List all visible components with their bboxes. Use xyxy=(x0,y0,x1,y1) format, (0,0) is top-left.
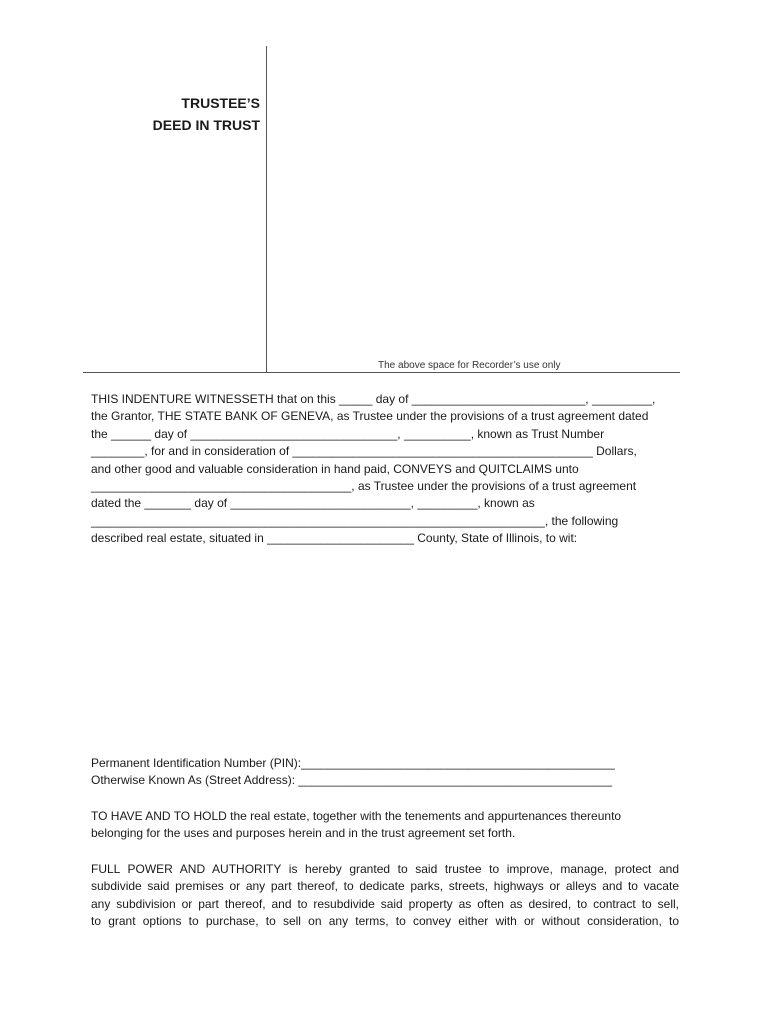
powers-line: to grant options to purchase, to sell on any terms, to convey either with or without consideration, to xyxy=(91,914,679,929)
indenture-line: described real estate, situated in ______________________ County, State of Illinois, to wit: xyxy=(91,531,578,546)
indenture-line: _______________________________________, as Trustee under the provisions of a trust agreement xyxy=(91,479,637,493)
indenture-line: dated the _______ day of ___________________________, _________, known as xyxy=(91,496,535,511)
powers-line: subdivide said premises or any part thereof, to dedicate parks, streets, highways or alleys and to vacate xyxy=(91,879,679,894)
recorder-box-bottom-rule xyxy=(83,372,680,373)
indenture-line: the ______ day of _______________________________, __________, known as Trust Number xyxy=(91,426,605,441)
powers-line: any subdivision or part thereof, and to resubdivide said property as often as desired, to contract to sell, xyxy=(91,896,679,911)
indenture-line: and other good and valuable consideration in hand paid, CONVEYS and QUITCLAIMS unto xyxy=(91,461,579,476)
habendum-line: TO HAVE AND TO HOLD the real estate, together with the tenements and appurtenances thereunto xyxy=(91,809,622,823)
indenture-line: ____________________________________________________________________, the following xyxy=(91,513,619,528)
habendum-line: belonging for the uses and purposes herein and in the trust agreement set forth. xyxy=(91,826,516,841)
indenture-line: ________, for and in consideration of _____________________________________________ Dollars, xyxy=(91,444,637,459)
document-title-line1: TRUSTEE’S xyxy=(181,95,260,111)
pin-line: Permanent Identification Number (PIN):_______________________________________________ xyxy=(91,756,615,770)
indenture-line: the Grantor, THE STATE BANK OF GENEVA, as Trustee under the provisions of a trust agreement dated xyxy=(91,409,649,424)
powers-line: FULL POWER AND AUTHORITY is hereby granted to said trustee to improve, manage, protect and xyxy=(91,862,679,876)
recorder-space-note: The above space for Recorder’s use only xyxy=(378,360,561,371)
document-title-line2: DEED IN TRUST xyxy=(152,117,260,133)
recorder-box-divider xyxy=(266,46,267,372)
street-address-line: Otherwise Known As (Street Address): _______________________________________________ xyxy=(91,773,613,788)
indenture-line: THIS INDENTURE WITNESSETH that on this _____ day of __________________________, _________, xyxy=(91,392,656,406)
